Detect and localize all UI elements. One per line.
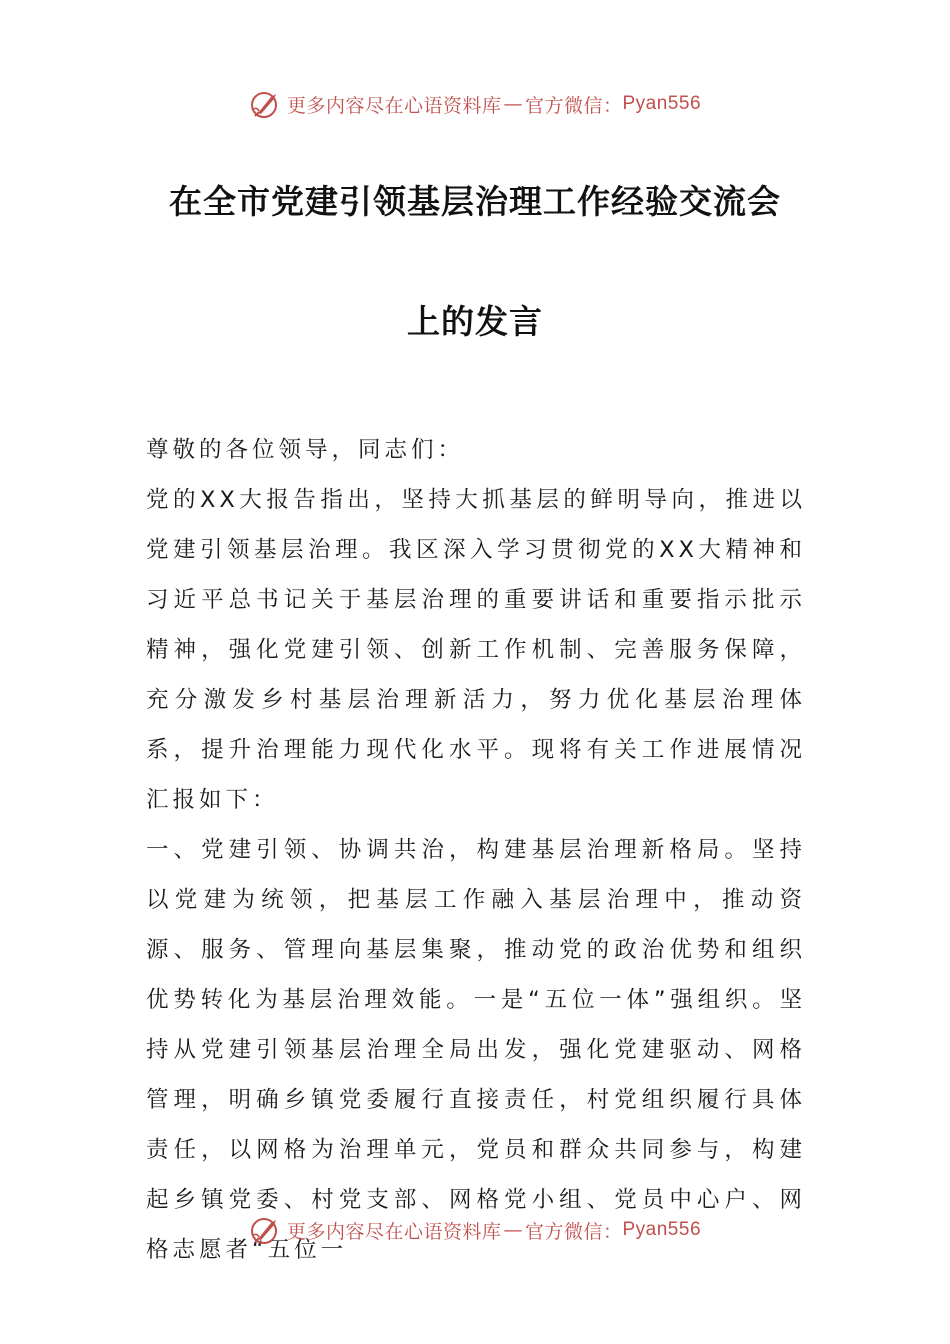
watermark-text: 更多内容尽在心语资料库 bbox=[286, 1220, 502, 1243]
salutation: 尊敬的各位领导，同志们： bbox=[146, 437, 465, 463]
document-body bbox=[146, 425, 806, 1275]
document-title-line-2: 上的发言 bbox=[407, 302, 543, 341]
watermark-label: 官方微信： bbox=[524, 94, 623, 117]
watermark-dash: — bbox=[503, 1219, 523, 1241]
watermark-banner-top bbox=[0, 84, 950, 124]
paragraph-intro: 党的XX大报告指出，坚持大抓基层的鲜明导向，推进以党建引领基层治理。我区深入学习贯彻党的XX大精神和习近平总书记关于基层治理的重要讲话和重要指示批示精神，强化党建引领、创新工作机制、完善服务保障，充分激发乡村基层治理新活力，努力优化基层治理体系，提升治理能力现代化水平。现将有关工作进展情况汇报如下： bbox=[146, 487, 806, 813]
watermark-dash: — bbox=[503, 93, 523, 115]
watermark-handle: Pyan556 bbox=[622, 93, 702, 114]
watermark-label: 官方微信： bbox=[524, 1220, 623, 1243]
document-title-line-1: 在全市党建引领基层治理工作经验交流会 bbox=[169, 182, 781, 221]
watermark-handle: Pyan556 bbox=[622, 1219, 702, 1240]
pen-nib-logo-icon bbox=[249, 1213, 283, 1247]
watermark-banner-bottom bbox=[0, 1210, 950, 1250]
watermark-text: 更多内容尽在心语资料库 bbox=[286, 94, 502, 117]
paragraph-section-1: 一、党建引领、协调共治，构建基层治理新格局。坚持以党建为统领，把基层工作融入基层治理中，推动资源、服务、管理向基层集聚，推动党的政治优势和组织优势转化为基层治理效能。一是“五位一体”强组织。坚持从党建引领基层治理全局出发，强化党建驱动、网格管理，明确乡镇党委履行直接责任，村党组织履行具体责任，以网格为治理单元，党员和群众共同参与，构建起乡镇党委、村党支部、网格党小组、党员中心户、网格志愿者“五位一 bbox=[146, 837, 806, 1263]
pen-nib-logo-icon bbox=[249, 87, 283, 121]
